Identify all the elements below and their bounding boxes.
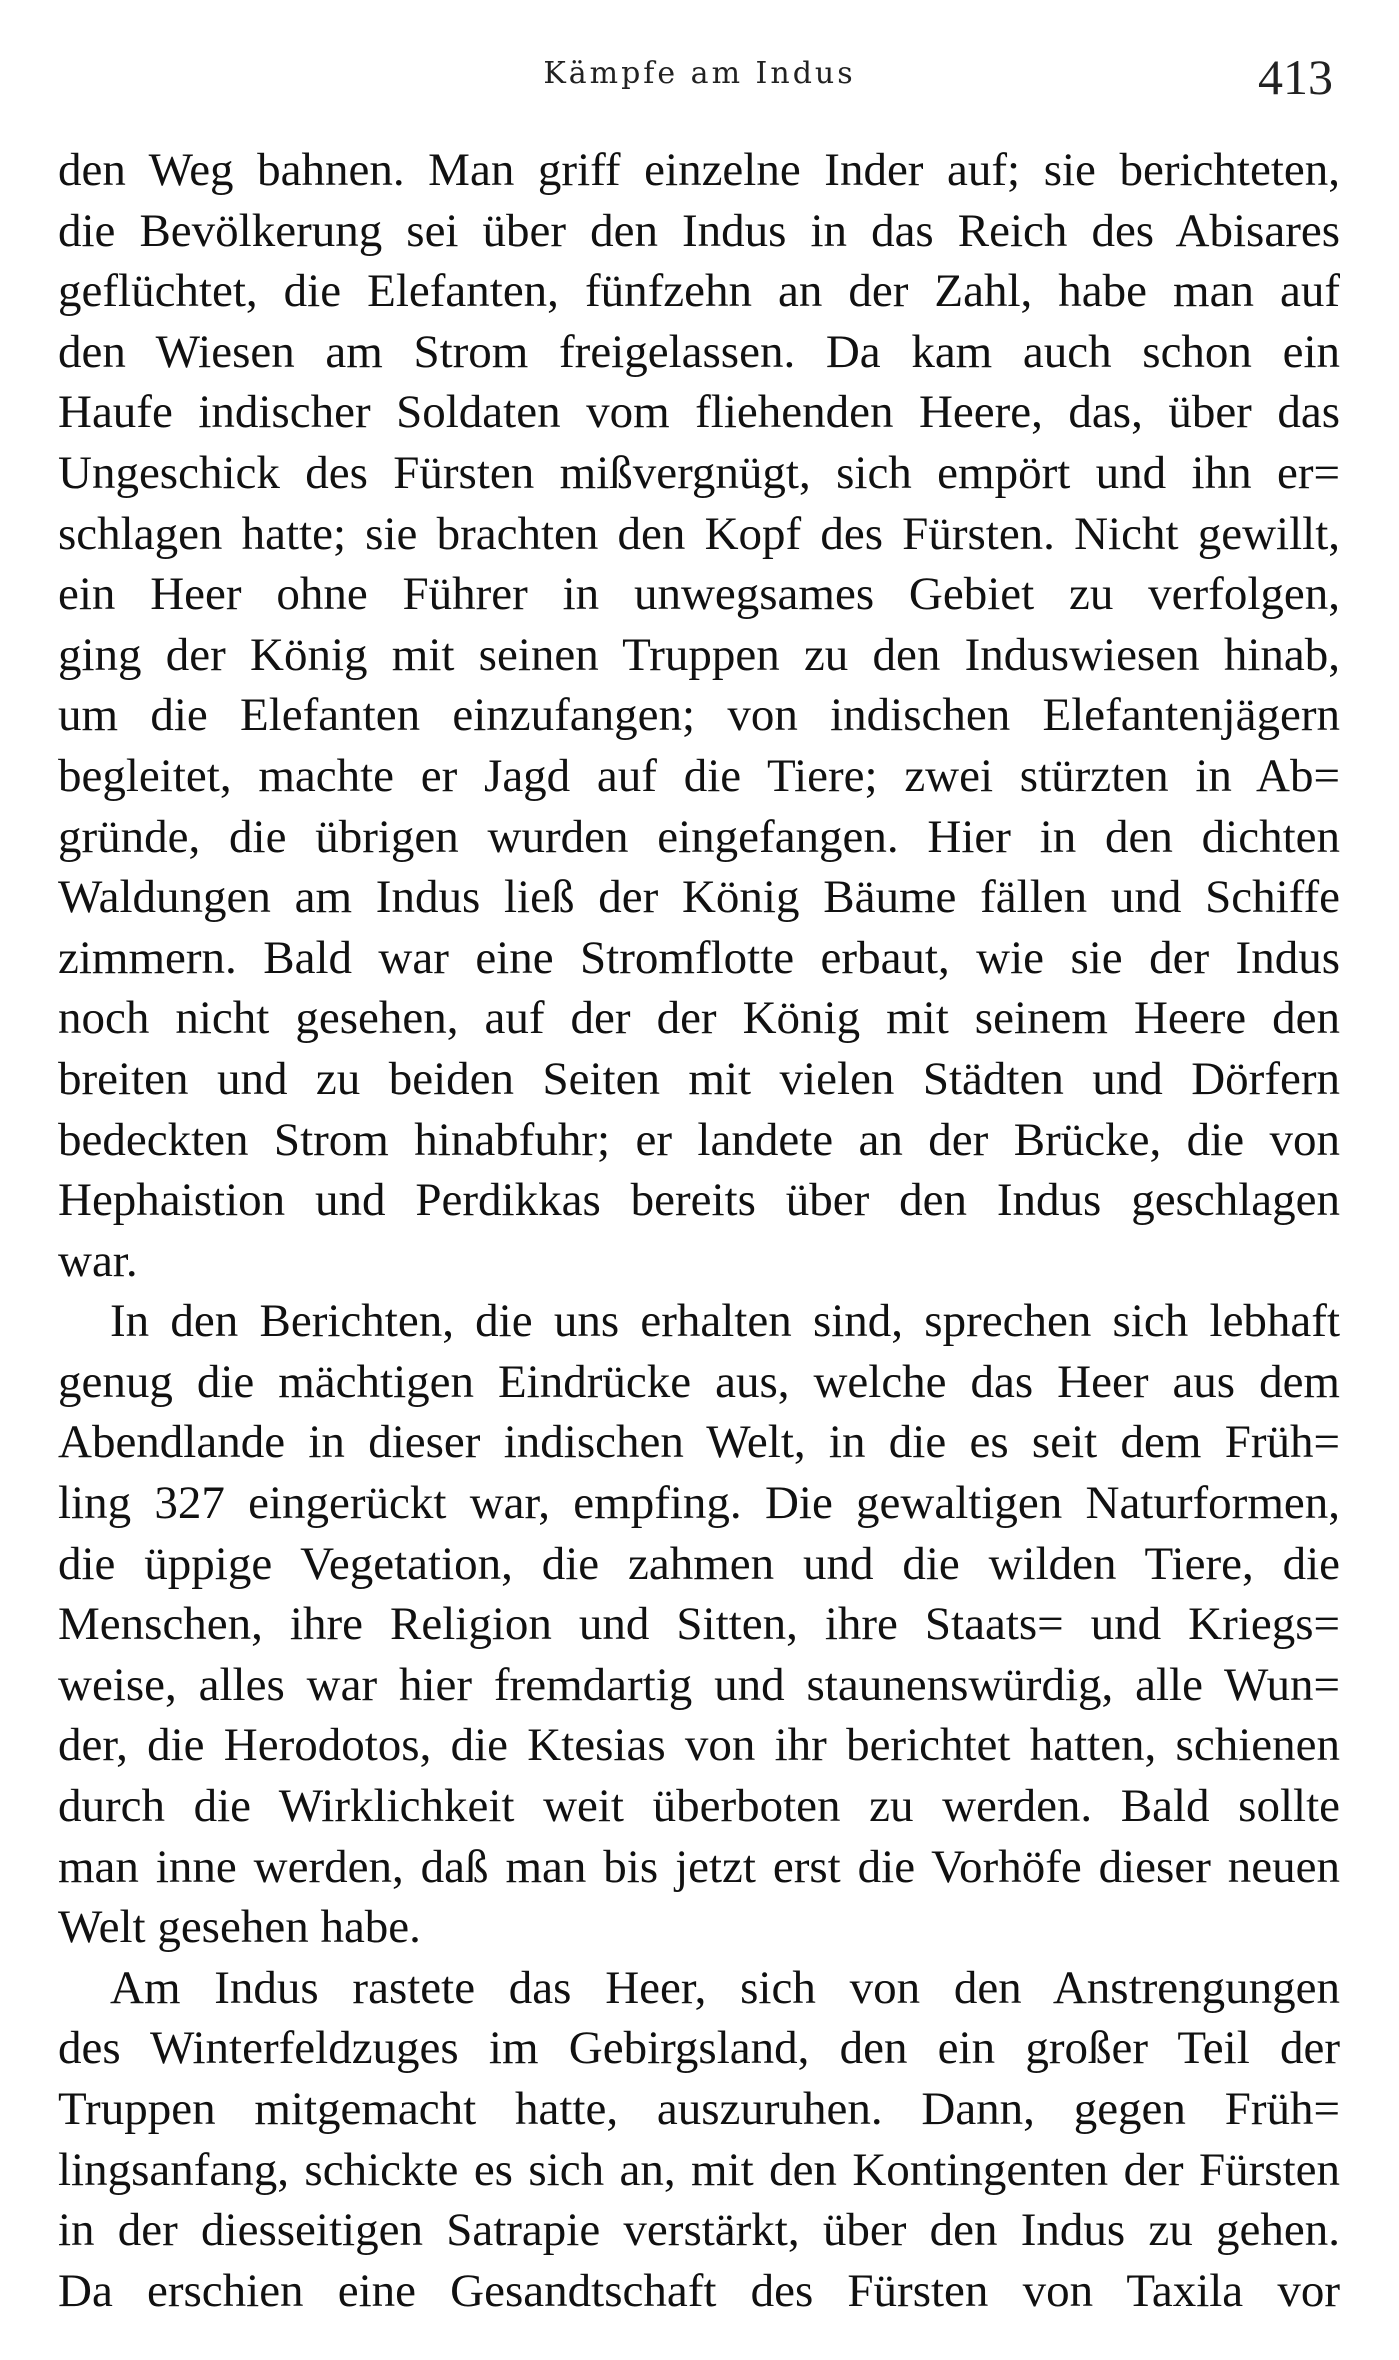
- text-line: gründe, die übrigen wurden eingefangen. Hier in den dichten: [58, 810, 1340, 863]
- text-line: Truppen mitgemacht hatte, auszuruhen. Dann, gegen Früh=: [58, 2083, 1340, 2135]
- text-line: die Bevölkerung sei über den Indus in das Reich des Abisares: [58, 204, 1340, 257]
- text-line: ling 327 eingerückt war, empfing. Die gewaltigen Naturformen,: [58, 1477, 1340, 1530]
- body-text: [58, 140, 1340, 2321]
- paragraph-3: [58, 1958, 1340, 2322]
- text-line: schlagen hatte; sie brachten den Kopf des Fürsten. Nicht gewillt,: [58, 507, 1340, 560]
- text-line: um die Elefanten einzufangen; von indischen Elefantenjägern: [58, 689, 1340, 742]
- text-line: in der diesseitigen Satrapie verstärkt, über den Indus zu gehen.: [58, 2204, 1340, 2257]
- text-line: In den Berichten, die uns erhalten sind, sprechen sich lebhaft: [110, 1295, 1340, 1348]
- running-title: Kämpfe am Indus: [543, 56, 856, 91]
- text-line: genug die mächtigen Eindrücke aus, welche das Heer aus dem: [58, 1355, 1340, 1408]
- text-line: der, die Herodotos, die Ktesias von ihr berichtet hatten, schienen: [58, 1719, 1340, 1772]
- text-line: die üppige Vegetation, die zahmen und die wilden Tiere, die: [58, 1537, 1340, 1590]
- text-line: den Weg bahnen. Man griff einzelne Inder auf; sie berichteten,: [58, 144, 1340, 196]
- text-line: weise, alles war hier fremdartig und staunenswürdig, alle Wun=: [58, 1658, 1340, 1711]
- text-line: Ungeschick des Fürsten mißvergnügt, sich empört und ihn er=: [58, 446, 1340, 499]
- text-line: breiten und zu beiden Seiten mit vielen Städten und Dörfern: [58, 1052, 1340, 1105]
- text-line: ging der König mit seinen Truppen zu den Induswiesen hinab,: [58, 628, 1340, 681]
- text-line: Abendlande in dieser indischen Welt, in die es seit dem Früh=: [58, 1416, 1340, 1469]
- text-line: Waldungen am Indus ließ der König Bäume fällen und Schiffe: [58, 871, 1340, 924]
- text-line: Am Indus rastete das Heer, sich von den Anstrengungen: [110, 1961, 1340, 2014]
- text-line: des Winterfeldzuges im Gebirgsland, den ein großer Teil der: [58, 2022, 1340, 2075]
- page-number: 413: [1258, 49, 1333, 105]
- text-line: den Wiesen am Strom freigelassen. Da kam auch schon ein: [58, 325, 1340, 378]
- text-line: Hephaistion und Perdikkas bereits über den Indus geschlagen: [58, 1174, 1340, 1227]
- text-line: Haufe indischer Soldaten vom fliehenden Heere, das, über das: [58, 386, 1340, 439]
- paragraph-1: [58, 140, 1340, 1291]
- text-line: man inne werden, daß man bis jetzt erst die Vorhöfe dieser neuen: [58, 1840, 1340, 1893]
- text-line: geflüchtet, die Elefanten, fünfzehn an der Zahl, habe man auf: [58, 265, 1340, 318]
- text-line: Welt gesehen habe.: [58, 1901, 421, 1954]
- text-line: bedeckten Strom hinabfuhr; er landete an der Brücke, die von: [58, 1113, 1340, 1166]
- paragraph-2: [58, 1291, 1340, 1958]
- text-line: lingsanfang, schickte es sich an, mit den Kontingenten der Fürsten: [58, 2143, 1340, 2196]
- text-line: begleitet, machte er Jagd auf die Tiere; zwei stürzten in Ab=: [58, 749, 1340, 802]
- text-line: Menschen, ihre Religion und Sitten, ihre Staats= und Kriegs=: [58, 1598, 1340, 1651]
- text-line: zimmern. Bald war eine Stromflotte erbaut, wie sie der Indus: [58, 931, 1340, 984]
- text-line: durch die Wirklichkeit weit überboten zu werden. Bald sollte: [58, 1780, 1340, 1833]
- running-head: [0, 48, 1399, 118]
- text-line: ein Heer ohne Führer in unwegsames Gebiet zu verfolgen,: [58, 568, 1340, 621]
- text-line: noch nicht gesehen, auf der der König mit seinem Heere den: [58, 992, 1340, 1045]
- text-line: war.: [58, 1234, 138, 1287]
- text-line: Da erschien eine Gesandtschaft des Fürsten von Taxila vor: [58, 2264, 1340, 2317]
